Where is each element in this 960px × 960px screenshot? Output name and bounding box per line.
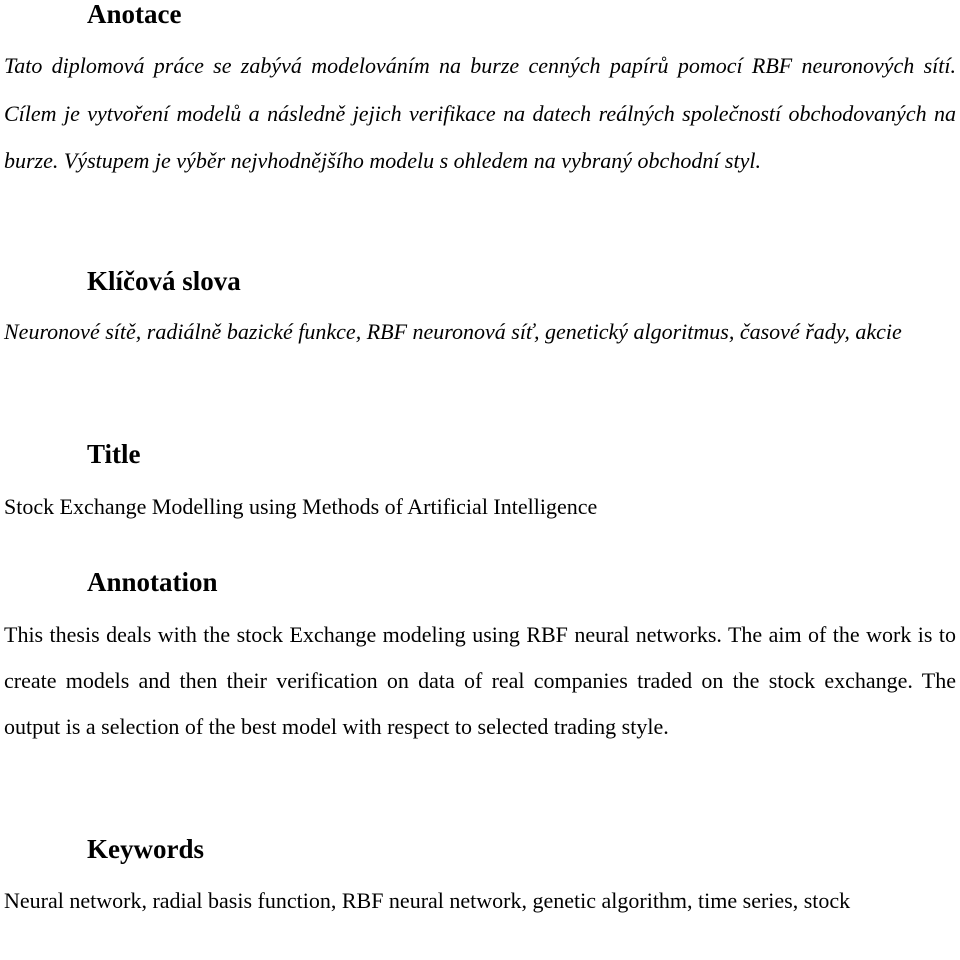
title-paragraph: Stock Exchange Modelling using Methods of Artificial Intelligence	[4, 494, 598, 519]
section-heading-klicova-slova: Klíčová slova	[87, 266, 241, 296]
annotation-paragraph: This thesis deals with the stock Exchange modeling using RBF neural networks. The aim of the work is to create models and then their verification on data of real companies traded on the stock exchange. The output is a selection of the best model with respect to selected trading style.	[4, 622, 956, 739]
section-heading-annotation: Annotation	[87, 567, 218, 597]
klicova-slova-paragraph: Neuronové sítě, radiálně bazické funkce, RBF neuronová síť, genetický algoritmus, časové řady, akcie	[4, 319, 902, 344]
section-heading-title: Title	[87, 439, 141, 469]
section-heading-keywords: Keywords	[87, 834, 204, 864]
anotace-paragraph: Tato diplomová práce se zabývá modelováním na burze cenných papírů pomocí RBF neuronových sítí. Cílem je vytvoření modelů a následně jejich verifikace na datech reálných společností obchodovaných na burze. Výstupem je výběr nejvhodnějšího modelu s ohledem na vybraný obchodní styl.	[4, 53, 956, 173]
keywords-paragraph: Neural network, radial basis function, RBF neural network, genetic algorithm, time series, stock	[4, 888, 851, 913]
section-heading-anotace: Anotace	[87, 0, 182, 29]
